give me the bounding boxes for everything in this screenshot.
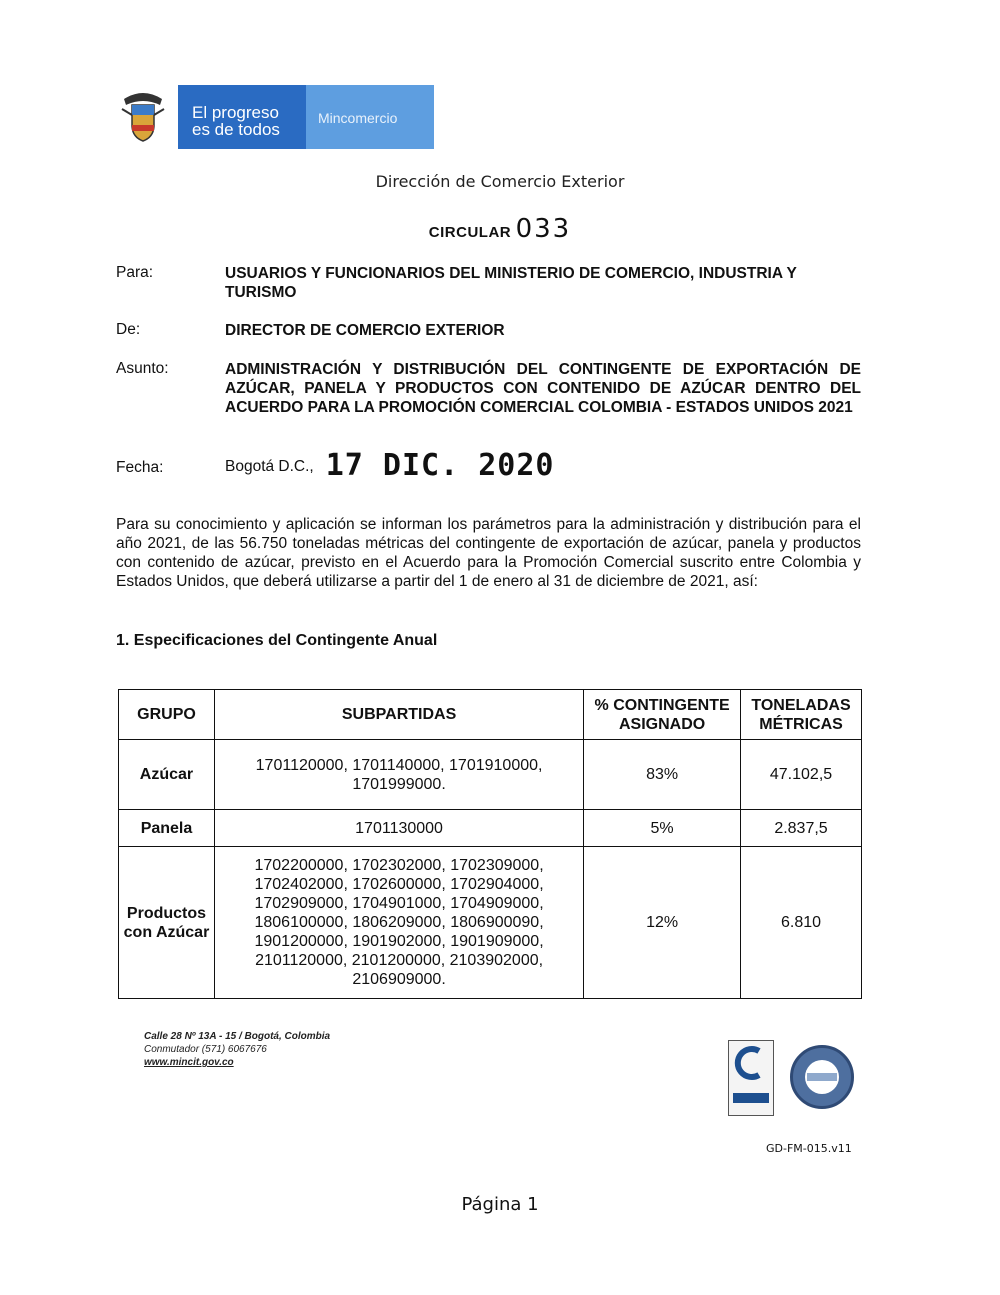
fecha-date-stamp: 17 DIC. 2020 [325,448,555,483]
table-header-row [119,690,862,740]
contingent-table [118,689,862,999]
table-cell-subpartidas: 1702200000, 1702302000, 1702309000, 1702402000, 1702600000, 1702904000, 1702909000, 1704901000, 1704909000, 1806100000, 1806209000, 1806900090, 1901200000, 1901902000, 1901909000, 2101120000, 2101200000, 2103902000, 2106909000. [214,847,583,999]
table-cell-grupo: Panela [119,810,215,847]
coat-of-arms-icon [108,85,178,149]
table-cell-toneladas: 6.810 [741,847,862,999]
page-number: Página 1 [461,1194,539,1215]
para-value: USUARIOS Y FUNCIONARIOS DEL MINISTERIO DE COMERCIO, INDUSTRIA Y TURISMO [225,265,797,301]
circular-label: CIRCULAR [428,224,512,241]
footer-phone: Conmutador (571) 6067676 [144,1044,267,1055]
table-row [119,847,862,999]
logo-slogan-line1: El progreso [192,103,279,122]
footer-address: Calle 28 Nº 13A - 15 / Bogotá, Colombia [144,1031,331,1042]
table-cell-porcentaje: 83% [584,740,741,810]
logo-slogan-line2: es de todos [192,120,280,139]
table-row [119,740,862,810]
footer-address-block [144,1030,330,1069]
department-title: Dirección de Comercio Exterior [375,172,625,191]
table-header-toneladas: TONELADAS MÉTRICAS [741,690,862,740]
table-cell-toneladas: 47.102,5 [741,740,862,810]
logo-slogan [178,85,306,149]
fecha-value [225,448,861,483]
table-header-grupo: GRUPO [119,690,215,740]
table-header-contingente: % CONTINGENTE ASIGNADO [584,690,741,740]
section-title: 1. Especificaciones del Contingente Anual [116,632,438,649]
para-label: Para: [116,264,154,281]
intro-paragraph: Para su conocimiento y aplicación se informan los parámetros para la administración y distribución para el año 2021, de las 56.750 toneladas métricas del contingente de exportación de azúcar, panela y productos con contenido de azúcar, previsto en el Acuerdo para la Promoción Comercial suscrito entre Colombia y Estados Unidos, que deberá utilizarse a partir del 1 de enero al 31 de diciembre de 2021, así: [116,516,861,590]
de-value: DIRECTOR DE COMERCIO EXTERIOR [225,322,505,339]
table-cell-grupo: Productos con Azúcar [119,847,215,999]
table-header-subpartidas: SUBPARTIDAS [214,690,583,740]
table-cell-grupo: Azúcar [119,740,215,810]
logo-brand: Mincomercio [306,85,434,149]
table-cell-subpartidas: 1701130000 [214,810,583,847]
table-cell-porcentaje: 12% [584,847,741,999]
footer-website-link[interactable]: www.mincit.gov.co [144,1057,234,1068]
icontec-certification-icon [728,1040,774,1116]
circular-number: 033 [515,214,572,244]
table-cell-toneladas: 2.837,5 [741,810,862,847]
de-label: De: [116,321,141,338]
fecha-place: Bogotá D.C., [225,458,314,475]
table-cell-subpartidas: 1701120000, 1701140000, 1701910000, 1701999000. [214,740,583,810]
iqnet-certification-icon [790,1045,854,1109]
fecha-label: Fecha: [116,459,164,476]
form-code: GD-FM-015.v11 [766,1142,852,1155]
table-row [119,810,862,847]
mincomercio-logo [108,85,434,149]
circular-title [0,214,1000,244]
asunto-label: Asunto: [116,360,169,377]
asunto-value: ADMINISTRACIÓN Y DISTRIBUCIÓN DEL CONTINGENTE DE EXPORTACIÓN DE AZÚCAR, PANELA Y PRODUCTOS CON CONTENIDO DE AZÚCAR DENTRO DEL ACUERDO PARA LA PROMOCIÓN COMERCIAL COLOMBIA - ESTADOS UNIDOS 2021 [225,361,861,416]
table-cell-porcentaje: 5% [584,810,741,847]
